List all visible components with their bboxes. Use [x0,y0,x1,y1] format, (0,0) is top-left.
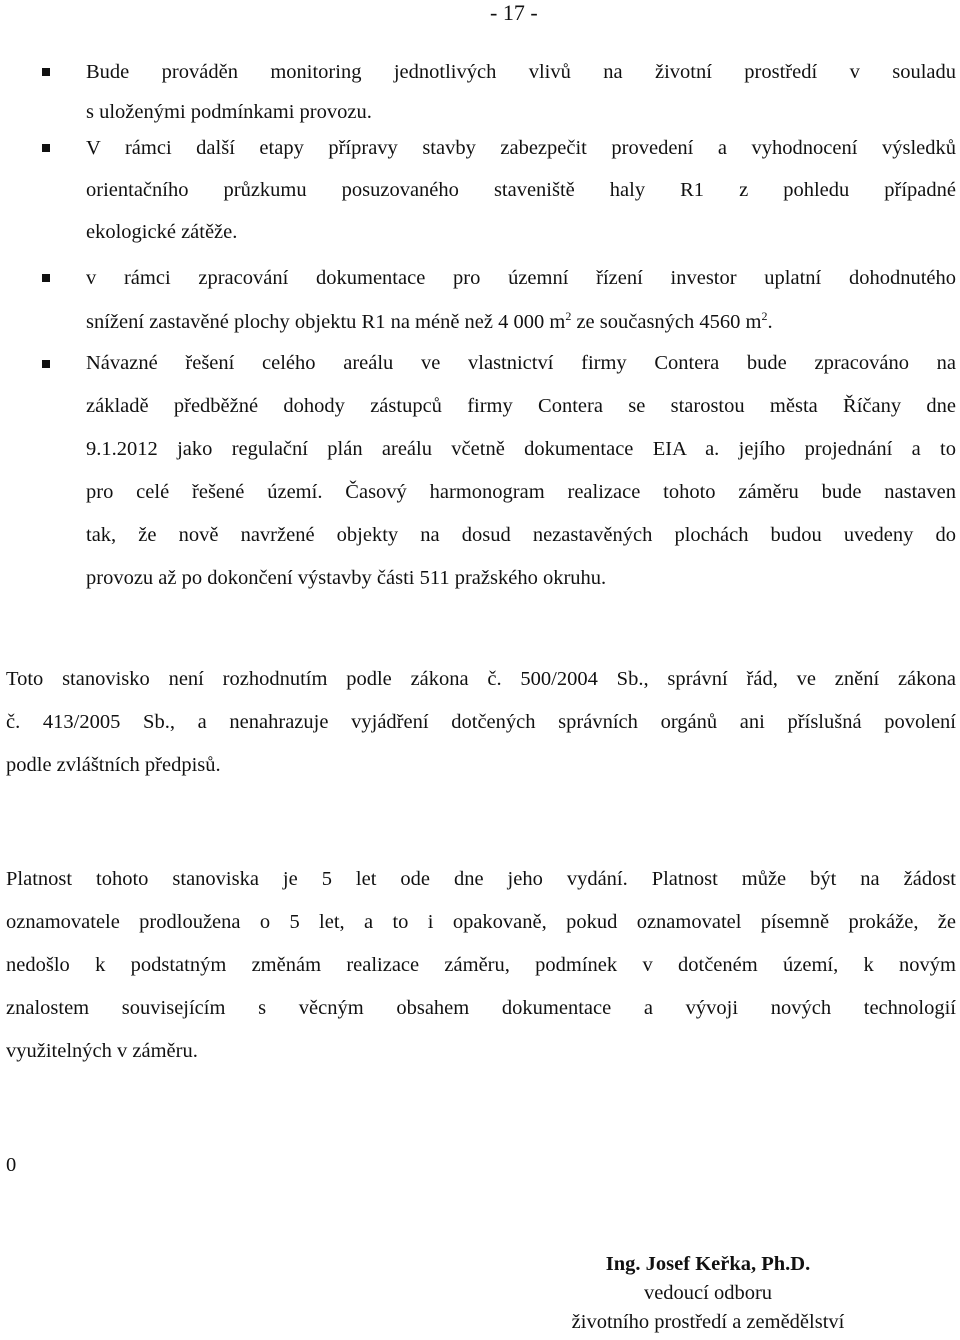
list-item-line [86,300,956,344]
paragraph-line: Platnost tohoto stanoviska je 5 let ode dne jeho vydání. Platnost může být na žádost [6,868,956,890]
paragraph-line: využitelných v záměru. [6,1040,198,1062]
paragraph-line: oznamovatele prodloužena o 5 let, a to i opakovaně, pokud oznamovatel písemně prokáže, že [6,911,956,933]
paragraph-line: znalostem souvisejícím s věcným obsahem dokumentace a vývoji nových technologií [6,997,956,1019]
stray-zero-text: 0 [6,1154,17,1176]
list-item-line: V rámci další etapy přípravy stavby zabezpečit provedení a vyhodnocení výsledků [86,137,956,159]
list-item-line: orientačního průzkumu posuzovaného staveniště haly R1 z pohledu případné [86,179,956,201]
list-item [86,127,956,253]
list-item [86,342,956,600]
list-item-line: provozu až po dokončení výstavby části 511 pražského okruhu. [86,567,607,589]
paragraph-line: č. 413/2005 Sb., a nenahrazuje vyjádření dotčených správních orgánů ani příslušná povolení [6,711,956,733]
list-item-line: ekologické zátěže. [86,221,238,243]
list-item-line: pro celé řešené území. Časový harmonogram realizace tohoto záměru bude nastaven [86,481,956,503]
line-text: snížení zastavěné plochy objektu R1 na méně než 4 000 m [86,311,566,333]
list-item-line: Návazné řešení celého areálu ve vlastnictví firmy Contera bude zpracováno na [86,352,956,374]
signature-block [538,1250,878,1337]
list-item-line: s uloženými podmínkami provozu. [86,101,372,123]
signatory-department: životního prostředí a zemědělství [571,1311,845,1333]
signatory-role: vedoucí odboru [643,1282,773,1304]
list-item-line: Bude prováděn monitoring jednotlivých vlivů na životní prostředí v souladu [86,61,956,83]
validity-paragraph [6,858,956,1073]
paragraph-line: Toto stanovisko není rozhodnutím podle zákona č. 500/2004 Sb., správní řád, ve znění zákona [6,668,956,690]
square-bullet-icon [42,274,50,282]
square-bullet-icon [42,360,50,368]
line-text: . [767,311,773,333]
superscript: 2 [761,309,768,323]
superscript: 2 [565,309,572,323]
line-text: ze současných 4560 m [571,311,762,333]
legal-disclaimer-paragraph [6,658,956,787]
list-item [86,52,956,132]
list-item-line: v rámci zpracování dokumentace pro územní řízení investor uplatní dohodnutého [86,267,956,289]
square-bullet-icon [42,144,50,152]
list-item-line: základě předběžné dohody zástupců firmy Contera se starostou města Říčany dne [86,395,956,417]
paragraph-line: nedošlo k podstatným změnám realizace záměru, podmínek v dotčeném území, k novým [6,954,956,976]
page-number: - 17 - [490,0,538,25]
paragraph-line: podle zvláštních předpisů. [6,754,221,776]
signatory-name: Ing. Josef Keřka, Ph.D. [605,1253,811,1275]
list-item-line: tak, že nově navržené objekty na dosud nezastavěných plochách budou uvedeny do [86,524,956,546]
list-item [86,256,956,344]
list-item-line: 9.1.2012 jako regulační plán areálu včetně dokumentace EIA a. jejího projednání a to [86,438,956,460]
square-bullet-icon [42,68,50,76]
